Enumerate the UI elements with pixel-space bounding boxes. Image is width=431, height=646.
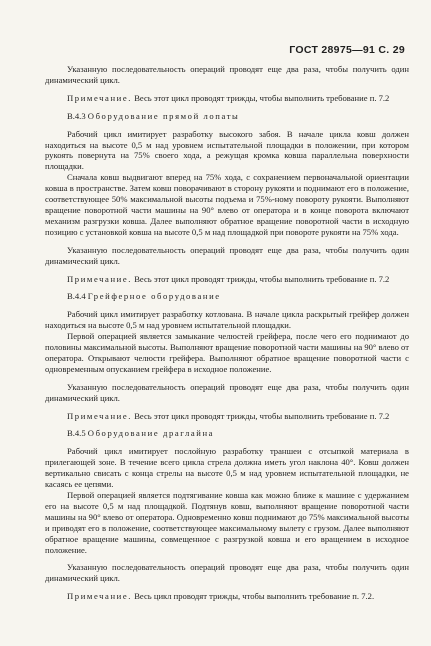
note: Примечание. Весь этот цикл проводят трижды, чтобы выполнить требование п. 7.2 — [67, 92, 390, 103]
paragraph: Указанную последовательность операций проводят еще два раза, чтобы получить один динамический цикл. — [45, 244, 409, 266]
paragraph: Рабочий цикл имитирует разработку высокого забоя. В начале цикла ковш должен находиться на высоте 0,5 м над уровнем испытательной площадки в положении, при котором рукоять повернута на 75% своего хода, а режущая кромка ковша параллельна поверхности площадки. — [45, 128, 409, 172]
paragraph: Указанную последовательность операций проводят еще два раза, чтобы получить один динамический цикл. — [45, 562, 409, 584]
note: Примечание. Весь цикл проводят трижды, чтобы выполнить требование п. 7.2. — [67, 591, 375, 602]
paragraph: Указанную последовательность операций проводят еще два раза, чтобы получить один динамический цикл. — [45, 64, 409, 85]
page-header: ГОСТ 28975—91 С. 29 — [289, 44, 405, 56]
paragraph: Сначала ковш выдвигают вперед на 75% хода, с сохранением первоначальной ориентации ковша в пространстве. Затем ковш поворачивают в сторону рукояти и поднимают его в положение, соответствующее 50% максимальной высоты подъема и 75%-ному повороту рукояти. Выполняют вращение поворотной части машины на 90° влево от оператора и в конце поворота включают механизм разгрузки ковша. Далее выполняют обратное вращение поворотной части в исходную позицию с установкой ковша на высоте 0,5 м над площадкой при повороте рукояти на 75% хода. — [45, 172, 409, 237]
paragraph: Рабочий цикл имитирует разработку котлована. В начале цикла раскрытый грейфер должен находиться на высоте 0,5 м над уровнем испытательной площадки. — [45, 309, 409, 331]
document-body — [45, 64, 409, 602]
note: Примечание. Весь этот цикл проводят трижды, чтобы выполнить требование п. 7.2 — [67, 410, 390, 421]
paragraph: Первой операцией является подтягивание ковша как можно ближе к машине с удержанием его на высоте 0,5 м над площадкой. Подтянув ковш, выполняют вращение поворотной части машины на 90° влево от оператора. Одновременно ковш поднимают до 75% максимальной высоты и приводят его в положение, соответствующее максимальному вылету с грузом. Далее выполняют обратное вращение машины, совмещенное с разгрузкой ковша и его вращением в исходное положение. — [45, 490, 409, 555]
note: Примечание. Весь этот цикл проводят трижды, чтобы выполнить требование п. 7.2 — [67, 273, 390, 284]
paragraph: Первой операцией является замыкание челюстей грейфера, после чего его поднимают до половины максимальной высоты. Выполняют вращение поворотной части машины на 90° влево от оператора. Открывают челюсти грейфера. Выполняют обратное вращение поворотной части с одновременным опусканием грейфера в исходное положение. — [45, 331, 409, 374]
section-heading: В.4.3 Оборудование прямой лопаты — [67, 110, 240, 121]
section-heading: В.4.4 Грейферное оборудование — [67, 291, 221, 302]
section-heading: В.4.5 Оборудование драглайна — [67, 428, 215, 439]
paragraph: Рабочий цикл имитирует послойную разработку траншеи с отсыпкой материала в прилегающей зоне. В течение всего цикла стрела должна иметь угол наклона 40°. Ковш должен вертикально свисать с конца стрелы на высоте 0,5 м над уровнем испытательной площадки, не касаясь ее цепями. — [45, 446, 409, 490]
paragraph: Указанную последовательность операций проводят еще два раза, чтобы получить один динамический цикл. — [45, 381, 409, 403]
